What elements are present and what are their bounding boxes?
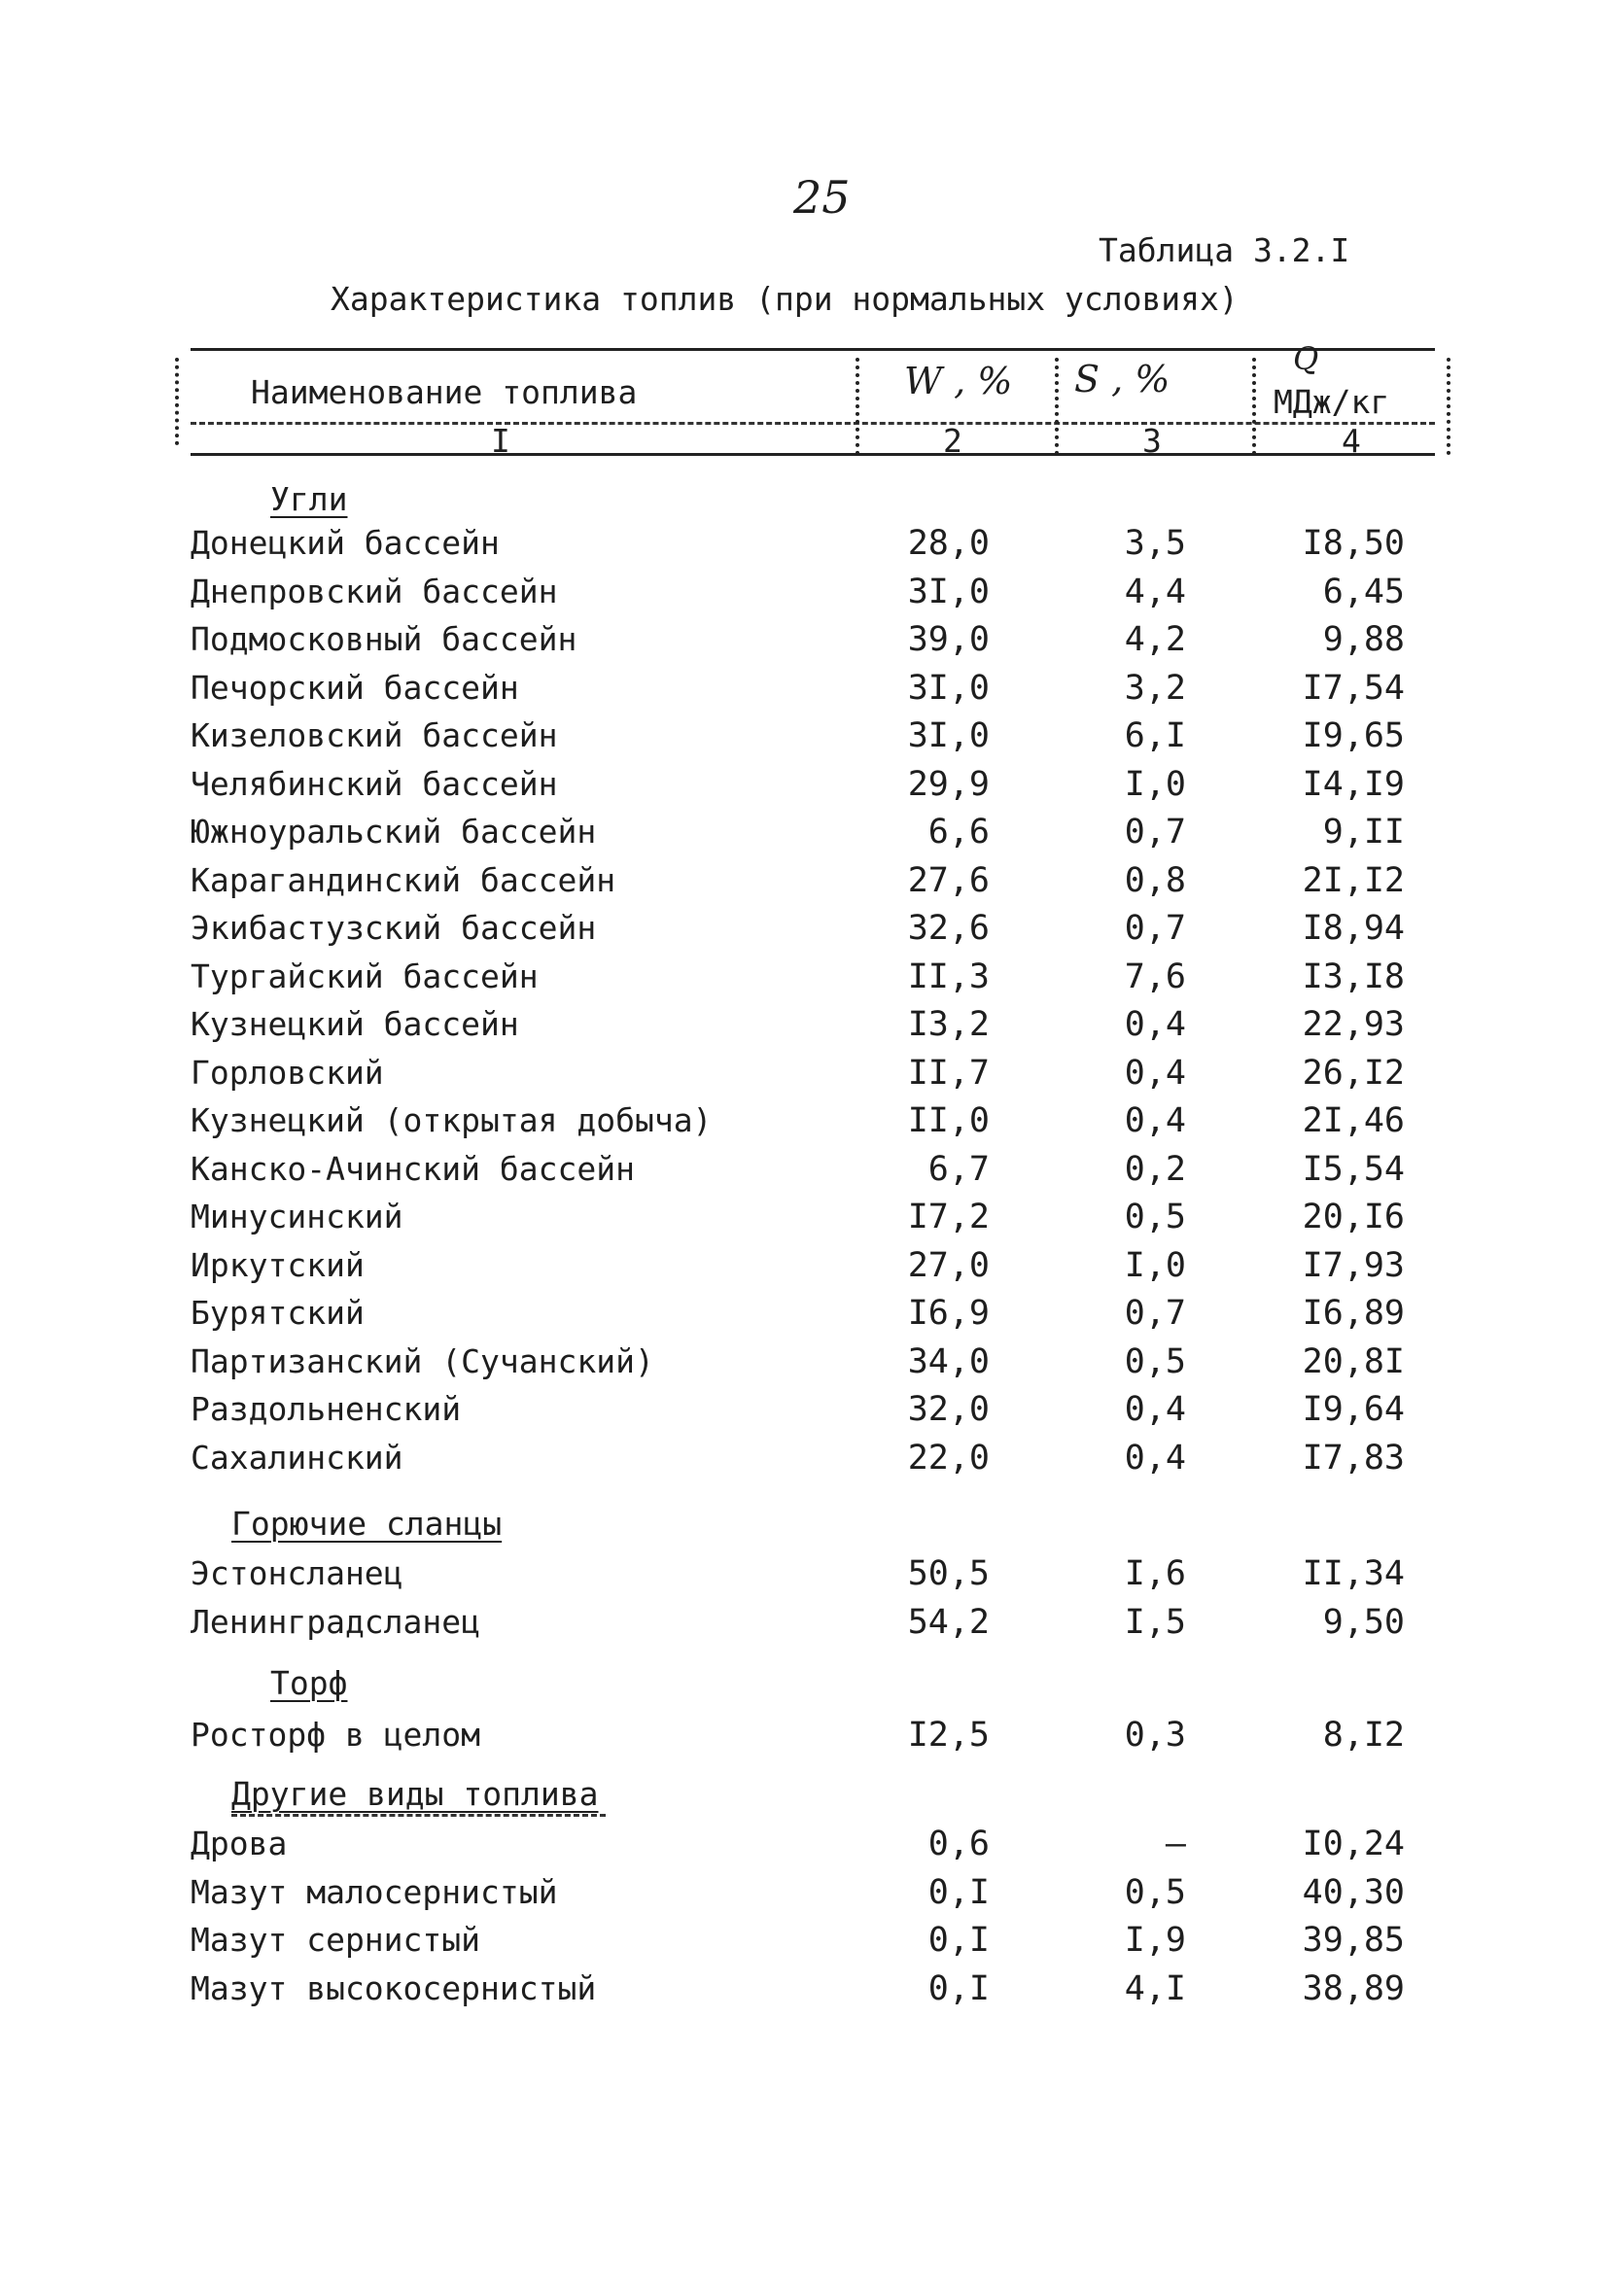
fuel-name-cell: Сахалинский	[191, 1439, 403, 1477]
heat-value-cell: I7,83	[1302, 1439, 1405, 1478]
moisture-cell: I2,5	[907, 1716, 990, 1755]
section-title: Другие виды топлива	[231, 1775, 599, 1813]
column-number-1: I	[491, 422, 510, 460]
fuel-name-cell: Тургайский бассейн	[191, 957, 539, 995]
page-number: 25	[793, 171, 851, 224]
heat-value-cell: 6,45	[1322, 573, 1405, 611]
fuel-name-cell: Росторф в целом	[191, 1716, 481, 1754]
sulfur-cell: 0,5	[1124, 1342, 1186, 1381]
heat-value-cell: 9,II	[1322, 813, 1405, 852]
sulfur-cell: 0,5	[1124, 1873, 1186, 1912]
fuel-name-cell: Южноуральский бассейн	[191, 813, 597, 851]
moisture-cell: 3I,0	[907, 669, 990, 708]
heat-value-cell: I8,50	[1302, 524, 1405, 563]
sulfur-cell: I,5	[1124, 1603, 1186, 1642]
moisture-cell: 28,0	[907, 524, 990, 563]
sulfur-cell: I,0	[1124, 1246, 1186, 1285]
sulfur-cell: I,0	[1124, 765, 1186, 804]
heat-value-cell: I8,94	[1302, 909, 1405, 948]
sulfur-cell: 4,2	[1124, 620, 1186, 659]
heat-value-cell: I7,93	[1302, 1246, 1405, 1285]
fuel-name-cell: Мазут малосернистый	[191, 1873, 558, 1911]
sulfur-cell: 0,2	[1124, 1150, 1186, 1189]
section-title: Горючие сланцы	[231, 1505, 503, 1543]
fuel-name-cell: Челябинский бассейн	[191, 765, 558, 803]
moisture-cell: 34,0	[907, 1342, 990, 1381]
sulfur-cell: 7,6	[1124, 957, 1186, 996]
heat-value-cell: 9,50	[1322, 1603, 1405, 1642]
fuel-name-cell: Дрова	[191, 1825, 288, 1862]
heat-value-cell: I6,89	[1302, 1294, 1405, 1333]
moisture-cell: II,3	[907, 957, 990, 996]
fuel-name-cell: Раздольненский	[191, 1390, 462, 1428]
column-number-3: 3	[1142, 422, 1162, 460]
sulfur-cell: 6,I	[1124, 716, 1186, 755]
fuel-name-cell: Ленинградсланец	[191, 1603, 481, 1641]
fuel-name-cell: Мазут высокосернистый	[191, 1969, 597, 2007]
moisture-cell: 54,2	[907, 1603, 990, 1642]
sulfur-cell: 0,7	[1124, 909, 1186, 948]
column-number-4: 4	[1342, 422, 1361, 460]
moisture-cell: 32,0	[907, 1390, 990, 1429]
heat-value-cell: I5,54	[1302, 1150, 1405, 1189]
header-fuel-name: Наименование топлива	[251, 373, 638, 411]
sulfur-cell: 0,4	[1124, 1005, 1186, 1044]
heat-value-cell: I3,I8	[1302, 957, 1405, 996]
heat-value-cell: I0,24	[1302, 1825, 1405, 1863]
heat-value-cell: II,34	[1302, 1554, 1405, 1593]
heat-value-cell: I9,65	[1302, 716, 1405, 755]
moisture-cell: 29,9	[907, 765, 990, 804]
moisture-cell: 0,I	[927, 1873, 990, 1912]
moisture-cell: 0,I	[927, 1921, 990, 1960]
sulfur-cell: I,9	[1124, 1921, 1186, 1960]
moisture-cell: 39,0	[907, 620, 990, 659]
heat-value-cell: 9,88	[1322, 620, 1405, 659]
moisture-cell: I3,2	[907, 1005, 990, 1044]
fuel-name-cell: Мазут сернистый	[191, 1921, 481, 1959]
header-moisture: W , %	[904, 360, 1013, 402]
sulfur-cell: 3,2	[1124, 669, 1186, 708]
moisture-cell: 3I,0	[907, 716, 990, 755]
heat-value-cell: 8,I2	[1322, 1716, 1405, 1755]
heat-value-cell: 40,30	[1302, 1873, 1405, 1912]
table-label: Таблица 3.2.I	[1099, 231, 1350, 269]
fuel-name-cell: Днепровский бассейн	[191, 573, 558, 610]
moisture-cell: 0,I	[927, 1969, 990, 2008]
heat-value-cell: 22,93	[1302, 1005, 1405, 1044]
fuel-name-cell: Горловский	[191, 1054, 384, 1092]
header-sulfur: S , %	[1074, 358, 1170, 400]
sulfur-cell: 0,7	[1124, 813, 1186, 852]
fuel-name-cell: Кузнецкий бассейн	[191, 1005, 519, 1043]
sulfur-cell: 0,4	[1124, 1054, 1186, 1093]
header-bottom-rule	[191, 453, 1435, 456]
heat-value-cell: 20,I6	[1302, 1198, 1405, 1236]
sulfur-cell: –	[1165, 1825, 1186, 1863]
fuel-name-cell: Бурятский	[191, 1294, 365, 1332]
fuel-name-cell: Экибастузский бассейн	[191, 909, 597, 947]
sulfur-cell: 0,4	[1124, 1101, 1186, 1140]
sulfur-cell: I,6	[1124, 1554, 1186, 1593]
heat-value-cell: I7,54	[1302, 669, 1405, 708]
sulfur-cell: 0,7	[1124, 1294, 1186, 1333]
header-divider-rule	[191, 422, 1435, 425]
sulfur-cell: 0,3	[1124, 1716, 1186, 1755]
moisture-cell: 6,6	[927, 813, 990, 852]
header-separator-1	[856, 358, 859, 455]
section-title: Торф	[270, 1664, 348, 1702]
moisture-cell: I6,9	[907, 1294, 990, 1333]
moisture-cell: II,7	[907, 1054, 990, 1093]
column-number-2: 2	[943, 422, 962, 460]
moisture-cell: 50,5	[907, 1554, 990, 1593]
fuel-name-cell: Минусинский	[191, 1198, 403, 1235]
moisture-cell: 3I,0	[907, 573, 990, 611]
header-left-border	[175, 358, 179, 445]
moisture-cell: I7,2	[907, 1198, 990, 1236]
moisture-cell: 0,6	[927, 1825, 990, 1863]
header-right-border	[1447, 358, 1450, 455]
fuel-name-cell: Иркутский	[191, 1246, 365, 1284]
sulfur-cell: 0,8	[1124, 861, 1186, 900]
header-heat-symbol: Q	[1293, 340, 1319, 377]
fuel-name-cell: Подмосковный бассейн	[191, 620, 577, 658]
header-heat-unit: МДж/кг	[1274, 383, 1390, 421]
heat-value-cell: I9,64	[1302, 1390, 1405, 1429]
moisture-cell: 27,0	[907, 1246, 990, 1285]
table-caption: Характеристика топлив (при нормальных условиях)	[331, 280, 1239, 318]
section-rule	[231, 1814, 606, 1817]
sulfur-cell: 4,4	[1124, 573, 1186, 611]
heat-value-cell: 26,I2	[1302, 1054, 1405, 1093]
sulfur-cell: 0,4	[1124, 1439, 1186, 1478]
heat-value-cell: 38,89	[1302, 1969, 1405, 2008]
fuel-name-cell: Карагандинский бассейн	[191, 861, 616, 899]
fuel-name-cell: Донецкий бассейн	[191, 524, 500, 562]
header-separator-3	[1252, 358, 1256, 455]
table-top-rule	[191, 348, 1435, 351]
heat-value-cell: 2I,46	[1302, 1101, 1405, 1140]
moisture-cell: 27,6	[907, 861, 990, 900]
fuel-name-cell: Эстонсланец	[191, 1554, 403, 1592]
heat-value-cell: 2I,I2	[1302, 861, 1405, 900]
moisture-cell: 22,0	[907, 1439, 990, 1478]
fuel-name-cell: Кизеловский бассейн	[191, 716, 558, 754]
moisture-cell: 32,6	[907, 909, 990, 948]
heat-value-cell: 39,85	[1302, 1921, 1405, 1960]
header-separator-2	[1055, 358, 1059, 455]
moisture-cell: 6,7	[927, 1150, 990, 1189]
heat-value-cell: I4,I9	[1302, 765, 1405, 804]
fuel-name-cell: Партизанский (Сучанский)	[191, 1342, 654, 1380]
sulfur-cell: 4,I	[1124, 1969, 1186, 2008]
fuel-name-cell: Кузнецкий (открытая добыча)	[191, 1101, 713, 1139]
heat-value-cell: 20,8I	[1302, 1342, 1405, 1381]
sulfur-cell: 0,5	[1124, 1198, 1186, 1236]
section-title: Угли	[270, 480, 348, 518]
moisture-cell: II,0	[907, 1101, 990, 1140]
sulfur-cell: 3,5	[1124, 524, 1186, 563]
fuel-name-cell: Канско-Ачинский бассейн	[191, 1150, 635, 1188]
sulfur-cell: 0,4	[1124, 1390, 1186, 1429]
fuel-name-cell: Печорский бассейн	[191, 669, 519, 707]
